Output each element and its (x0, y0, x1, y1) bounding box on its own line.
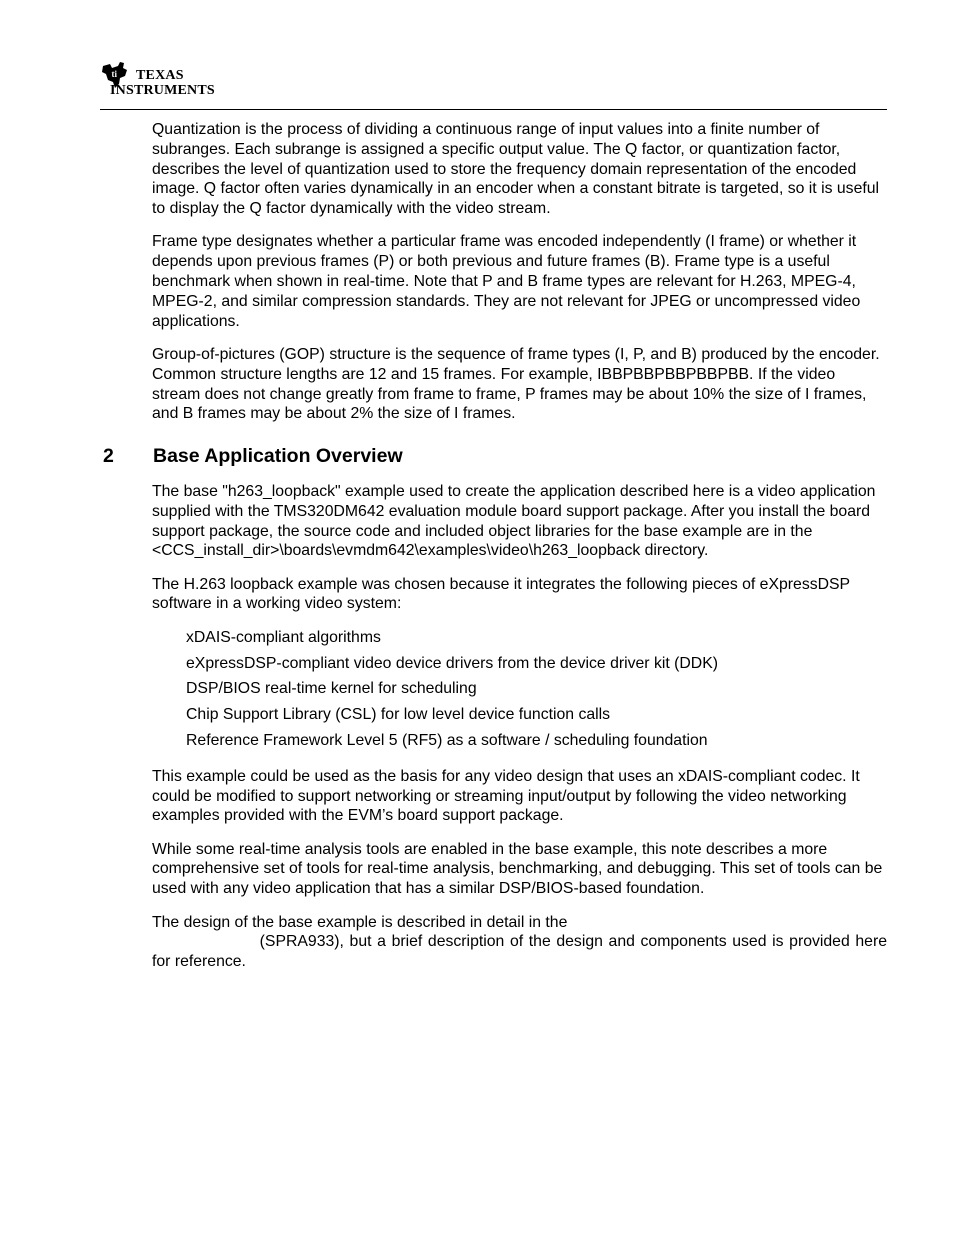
body-text-top (152, 120, 887, 438)
paragraph-frame-type: Frame type designates whether a particular frame was encoded independently (I frame) or whether it depends upon previous frames (P) or both previous and future frames (B). Frame type is a useful benchmark when shown in real-time. Note that P and B frame types are relevant for H.263, MPEG-4, MPEG-2, and similar compression standards. They are not relevant for JPEG or uncompressed video applications. (152, 233, 861, 330)
design-text-part1: The design of the base example is described in detail in the (152, 913, 568, 931)
paragraph-base-example: The base "h263_loopback" example used to create the application described here is a video application supplied with the TMS320DM642 evaluation module board support package. After you install the board support package, the source code and included object libraries for the base example are in the <CCS_install_dir>\boards\evmdm642\examples\video\h263_loopback directory. (152, 483, 876, 560)
header-rule (100, 109, 887, 110)
svg-text:ti: ti (111, 69, 117, 79)
paragraph-gop: Group-of-pictures (GOP) structure is the sequence of frame types (I, P, and B) produced by the encoder. Common structure lengths are 12 and 15 frames. For example, IBBPBBPBBPBBPBB. If the video stream does not change greatly from frame to frame, P frames may be about 10% the size of I frames, and B frames may be about 2% the size of I frames. (152, 345, 880, 423)
ti-logo (100, 58, 215, 104)
page-header (100, 58, 887, 112)
list-item: Reference Framework Level 5 (RF5) as a software / scheduling foundation (186, 731, 708, 749)
design-text-part2: (SPRA933), but a brief description of the design and components used is provided here for reference. (152, 933, 887, 971)
body-text-section (152, 482, 887, 985)
section-heading (103, 444, 887, 468)
list-item: xDAIS-compliant algorithms (186, 628, 381, 646)
list-item: eXpressDSP-compliant video device drivers from the device driver kit (DDK) (186, 654, 719, 672)
paragraph-loopback-chosen: The H.263 loopback example was chosen because it integrates the following pieces of eXpressDSP software in a working video system: (152, 575, 850, 613)
paragraph-tools: While some real-time analysis tools are enabled in the base example, this note describes a more comprehensive set of tools for real-time analysis, benchmarking, and debugging. This set of tools can be used with any video application that has a similar DSP/BIOS-based foundation. (152, 840, 883, 898)
section-title: Base Application Overview (153, 445, 403, 467)
logo-text-texas: TEXAS (136, 68, 184, 83)
list-item: DSP/BIOS real-time kernel for scheduling (186, 680, 477, 698)
paragraph-basis: This example could be used as the basis for any video design that uses an xDAIS-compliant codec. It could be modified to support networking or streaming input/output by following the video networking examples provided with the EVM’s board support package. (152, 767, 860, 825)
logo-text-instruments: INSTRUMENTS (110, 83, 215, 98)
list-item: Chip Support Library (CSL) for low level device function calls (186, 706, 611, 724)
software-list (152, 628, 887, 757)
paragraph-design (152, 913, 887, 972)
section-number: 2 (103, 445, 114, 467)
paragraph-quantization: Quantization is the process of dividing a continuous range of input values into a finite number of subranges. Each subrange is assigned a specific output value. The Q factor, or quantization factor, describes the level of quantization used to store the frequency domain representation of the encoded image. Q factor often varies dynamically in an encoder when a constant bitrate is targeted, so it is useful to display the Q factor dynamically with the video stream. (152, 121, 880, 218)
